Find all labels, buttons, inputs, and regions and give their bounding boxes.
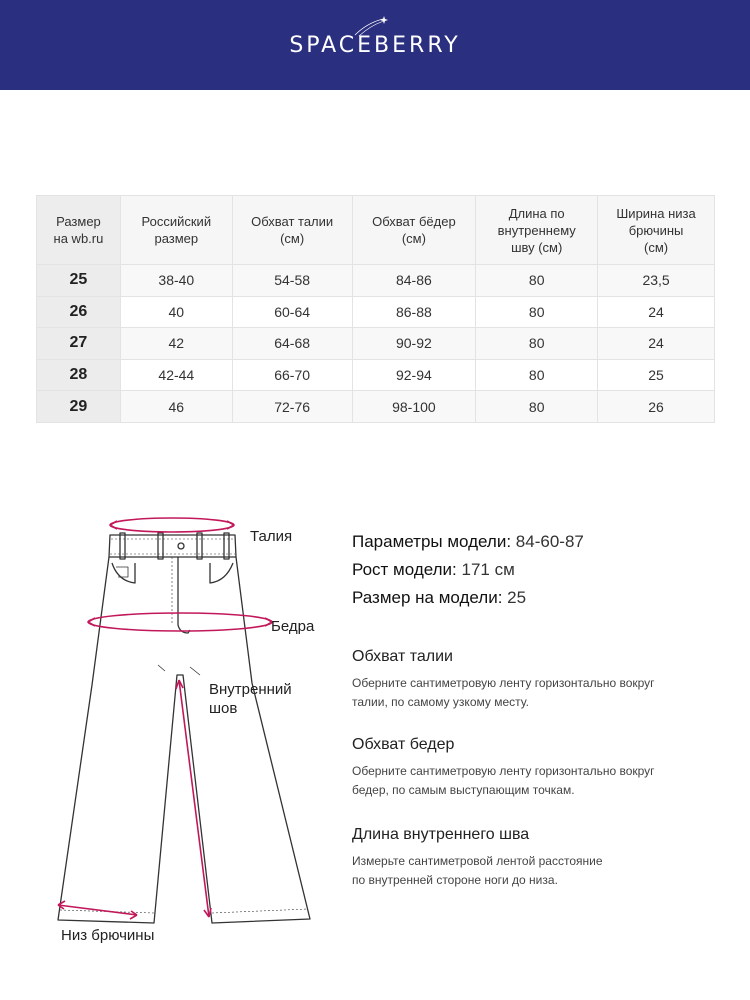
table-header-line: размер bbox=[154, 231, 199, 246]
table-cell: 46 bbox=[120, 391, 232, 423]
table-header-cell bbox=[120, 196, 232, 265]
table-header-cell bbox=[476, 196, 598, 265]
table-cell: 60-64 bbox=[232, 296, 352, 328]
table-cell: 98-100 bbox=[352, 391, 476, 423]
table-cell: 40 bbox=[120, 296, 232, 328]
table-cell: 64-68 bbox=[232, 328, 352, 360]
table-cell: 80 bbox=[476, 328, 598, 360]
table-cell: 25 bbox=[598, 359, 715, 391]
jeans-figure bbox=[40, 505, 340, 955]
model-params bbox=[352, 528, 584, 612]
table-body bbox=[37, 265, 715, 423]
table-header-line: Обхват талии bbox=[251, 214, 334, 229]
table-header-line: (см) bbox=[280, 231, 305, 246]
size-cell: 27 bbox=[37, 328, 121, 360]
table-row bbox=[37, 391, 715, 423]
instruction-line: Оберните сантиметровую ленту горизонтально вокруг bbox=[352, 676, 655, 690]
label-inseam-line2: шов bbox=[209, 700, 238, 717]
instruction-title: Обхват бедер bbox=[352, 736, 455, 753]
brand-logo bbox=[289, 33, 460, 58]
brand-name: SPACEBERRY bbox=[289, 32, 461, 58]
table-header-line: (см) bbox=[644, 239, 669, 255]
size-cell: 28 bbox=[37, 359, 121, 391]
table-header-cell bbox=[352, 196, 476, 265]
instruction-title: Длина внутреннего шва bbox=[352, 826, 530, 843]
model-measurements-row bbox=[352, 528, 584, 556]
table-cell: 80 bbox=[476, 359, 598, 391]
table-header-line: Обхват бёдер bbox=[372, 214, 456, 229]
table-cell: 90-92 bbox=[352, 328, 476, 360]
model-size-label: Размер на модели: bbox=[352, 588, 503, 607]
jeans-outline-icon bbox=[40, 505, 340, 955]
table-cell: 38-40 bbox=[120, 265, 232, 297]
table-cell: 80 bbox=[476, 265, 598, 297]
model-height-label: Рост модели: bbox=[352, 560, 457, 579]
table-cell: 86-88 bbox=[352, 296, 476, 328]
table-header-line: Размер bbox=[56, 214, 101, 229]
instruction-waist bbox=[352, 648, 732, 712]
table-cell: 24 bbox=[598, 328, 715, 360]
instruction-line: бедер, по самым выступающим точкам. bbox=[352, 783, 575, 797]
table-cell: 42 bbox=[120, 328, 232, 360]
label-waist: Талия bbox=[250, 528, 293, 545]
model-params-value: 84-60-87 bbox=[515, 532, 584, 551]
size-cell: 29 bbox=[37, 391, 121, 423]
instruction-line: Оберните сантиметровую ленту горизонтально вокруг bbox=[352, 764, 655, 778]
table-header-line: Российский bbox=[141, 214, 212, 229]
table-cell: 80 bbox=[476, 391, 598, 423]
label-hips: Бедра bbox=[271, 618, 315, 635]
table-header-cell bbox=[37, 196, 121, 265]
table-header-line: внутреннему bbox=[497, 222, 576, 238]
model-size-row bbox=[352, 584, 584, 612]
table-header-line: (см) bbox=[401, 231, 426, 246]
table-cell: 26 bbox=[598, 391, 715, 423]
table-header-cell bbox=[232, 196, 352, 265]
table-cell: 84-86 bbox=[352, 265, 476, 297]
size-cell: 25 bbox=[37, 265, 121, 297]
table-header-line: Длина по bbox=[508, 205, 565, 221]
table-cell: 72-76 bbox=[232, 391, 352, 423]
label-inseam-line1: Внутренний bbox=[209, 681, 292, 698]
instruction-line: талии, по самому узкому месту. bbox=[352, 695, 529, 709]
table-cell: 23,5 bbox=[598, 265, 715, 297]
table-header-cell bbox=[598, 196, 715, 265]
table-cell: 42-44 bbox=[120, 359, 232, 391]
table-header-line: шву (см) bbox=[511, 239, 563, 255]
instruction-line: по внутренней стороне ноги до низа. bbox=[352, 873, 558, 887]
table-header-line: брючины bbox=[628, 222, 684, 238]
instruction-title: Обхват талии bbox=[352, 648, 453, 665]
model-height-value: 171 см bbox=[461, 560, 515, 579]
model-height-row bbox=[352, 556, 584, 584]
table-cell: 92-94 bbox=[352, 359, 476, 391]
table-row bbox=[37, 296, 715, 328]
table-header-line: Ширина низа bbox=[616, 205, 696, 221]
table-cell: 54-58 bbox=[232, 265, 352, 297]
instruction-hips bbox=[352, 736, 732, 800]
table-header-line: на wb.ru bbox=[53, 231, 104, 246]
label-hem: Низ брючины bbox=[61, 927, 155, 944]
shooting-star-icon bbox=[353, 15, 389, 37]
instruction-inseam bbox=[352, 826, 732, 890]
model-params-label: Параметры модели: bbox=[352, 532, 512, 551]
table-header-row bbox=[37, 196, 715, 265]
header-banner bbox=[0, 0, 750, 90]
table-cell: 66-70 bbox=[232, 359, 352, 391]
instruction-line: Измерьте сантиметровой лентой расстояние bbox=[352, 854, 603, 868]
model-size-value: 25 bbox=[507, 588, 527, 607]
table-cell: 24 bbox=[598, 296, 715, 328]
size-table bbox=[36, 195, 715, 423]
table-row bbox=[37, 328, 715, 360]
table-row bbox=[37, 265, 715, 297]
table-cell: 80 bbox=[476, 296, 598, 328]
table-row bbox=[37, 359, 715, 391]
size-cell: 26 bbox=[37, 296, 121, 328]
